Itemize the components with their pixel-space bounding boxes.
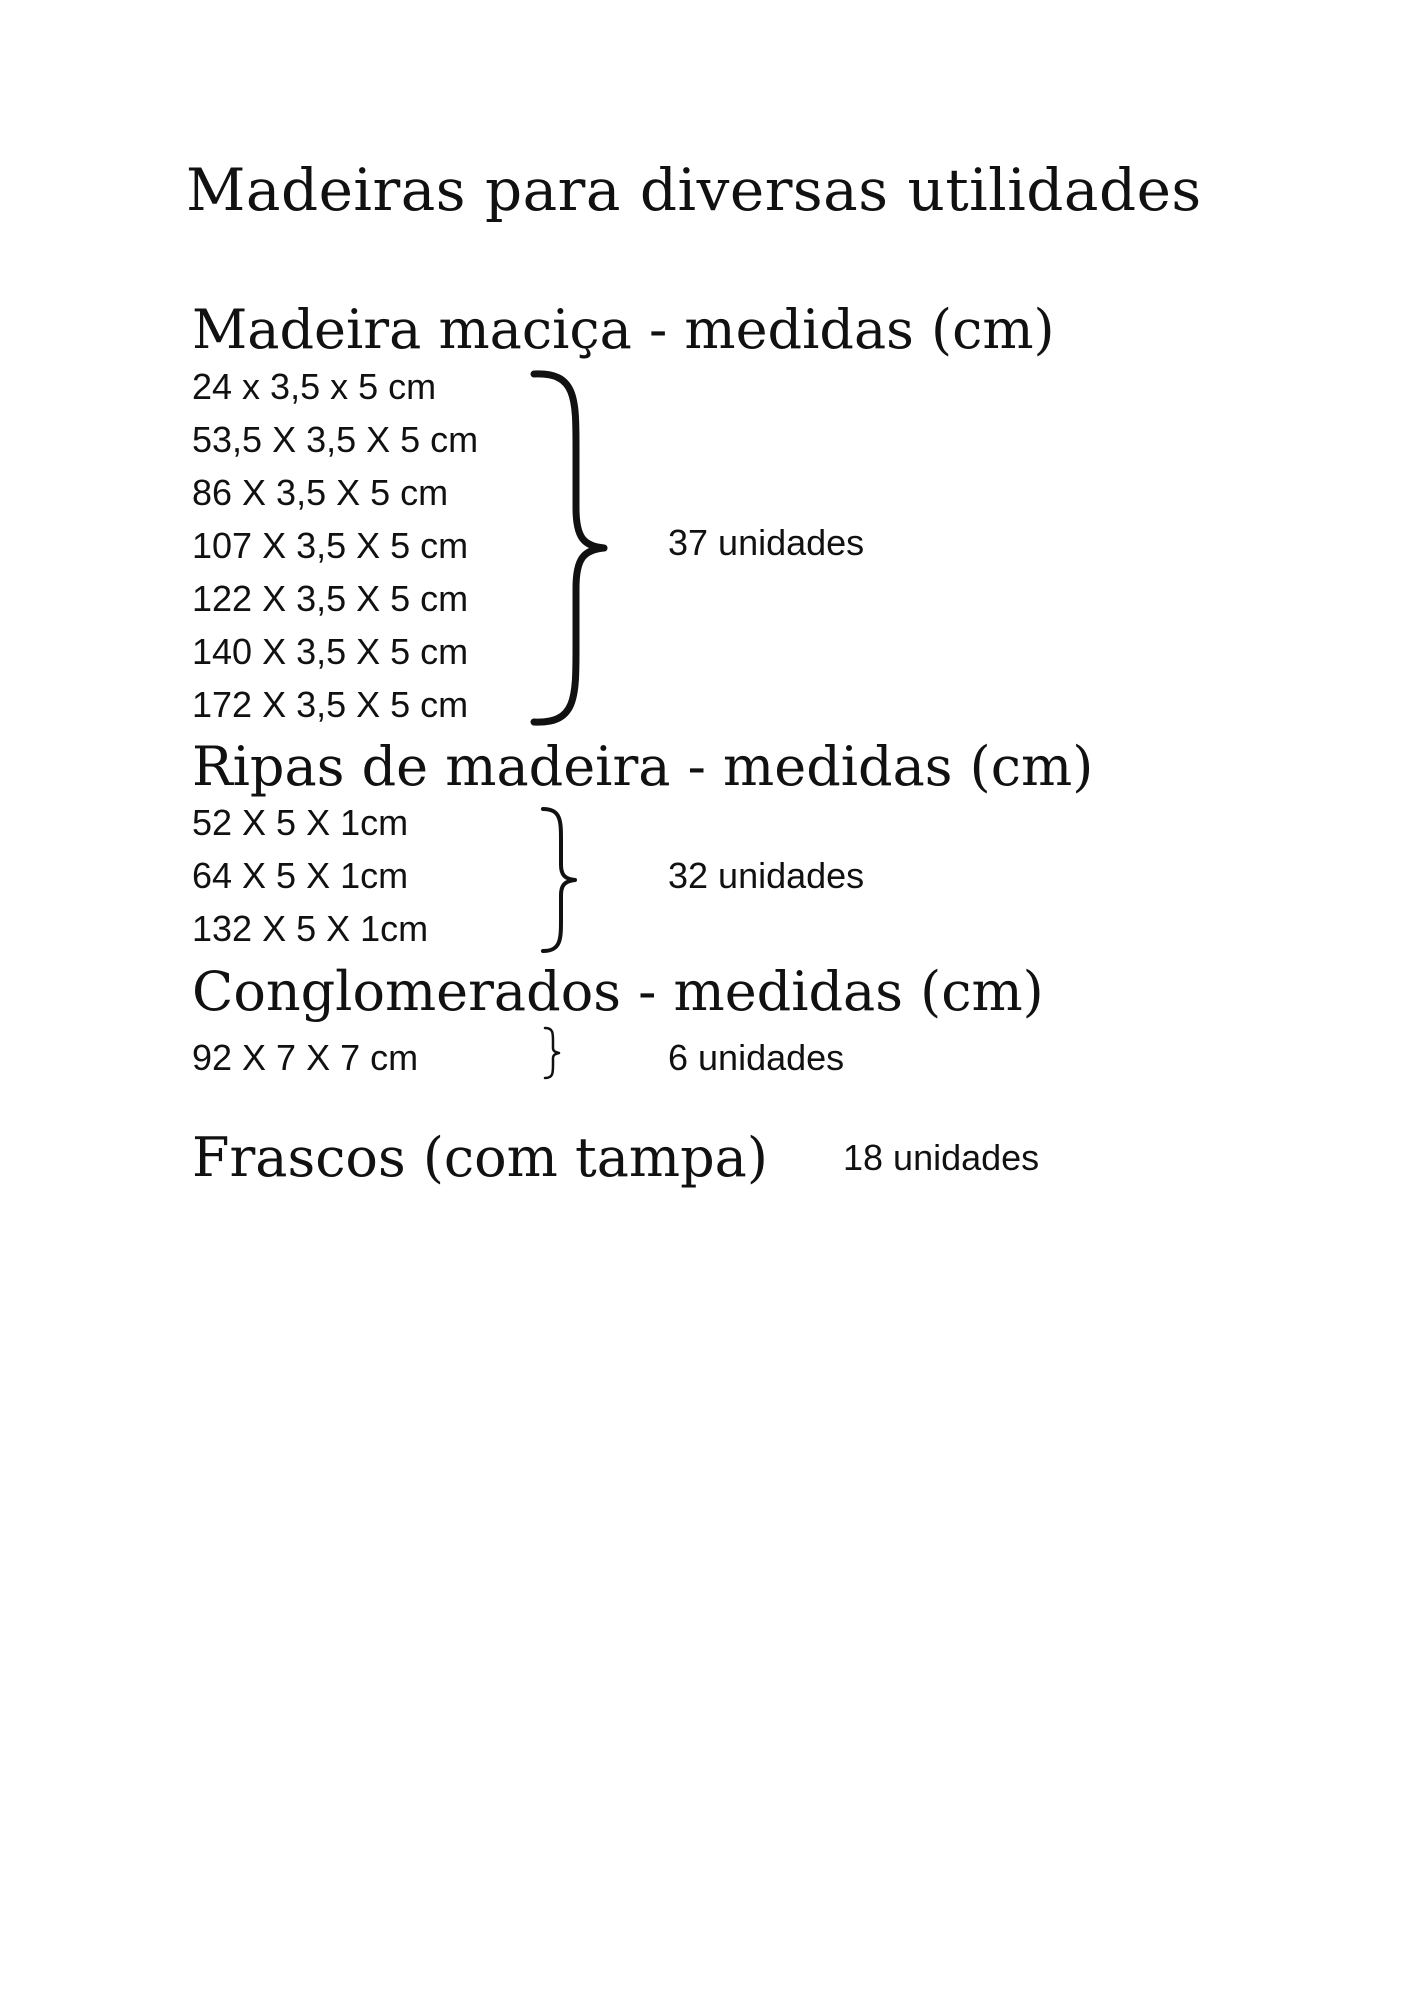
section-heading-madeira-macica: Madeira maciça - medidas (cm) (192, 298, 1055, 361)
list-item: 92 X 7 X 7 cm (192, 1037, 419, 1078)
list-item: 122 X 3,5 X 5 cm (192, 578, 469, 619)
measurement-list-madeira-macica (192, 360, 478, 731)
list-item: 86 X 3,5 X 5 cm (192, 472, 449, 513)
list-item: 64 X 5 X 1cm (192, 855, 409, 896)
page-title: Madeiras para diversas utilidades (186, 156, 1202, 224)
quantity-label: 6 unidades (668, 1037, 845, 1078)
quantity-label: 32 unidades (668, 855, 865, 896)
list-item: 140 X 3,5 X 5 cm (192, 631, 469, 672)
curly-brace-icon (535, 805, 595, 955)
curly-brace-icon (540, 1025, 570, 1081)
list-item: 107 X 3,5 X 5 cm (192, 525, 469, 566)
list-item: 172 X 3,5 X 5 cm (192, 684, 469, 725)
section-heading-ripas-de-madeira: Ripas de madeira - medidas (cm) (192, 735, 1094, 798)
list-item: 52 X 5 X 1cm (192, 802, 409, 843)
measurement-list-ripas-de-madeira (192, 796, 428, 955)
section-heading-conglomerados: Conglomerados - medidas (cm) (192, 960, 1044, 1023)
curly-brace-icon (520, 368, 620, 728)
list-item: 24 x 3,5 x 5 cm (192, 366, 437, 407)
quantity-label: 37 unidades (668, 522, 865, 563)
measurement-list-conglomerados (192, 1031, 418, 1084)
list-item: 132 X 5 X 1cm (192, 908, 429, 949)
section-heading-frascos: Frascos (com tampa) (192, 1126, 768, 1189)
list-item: 53,5 X 3,5 X 5 cm (192, 419, 479, 460)
quantity-label: 18 unidades (843, 1137, 1040, 1178)
